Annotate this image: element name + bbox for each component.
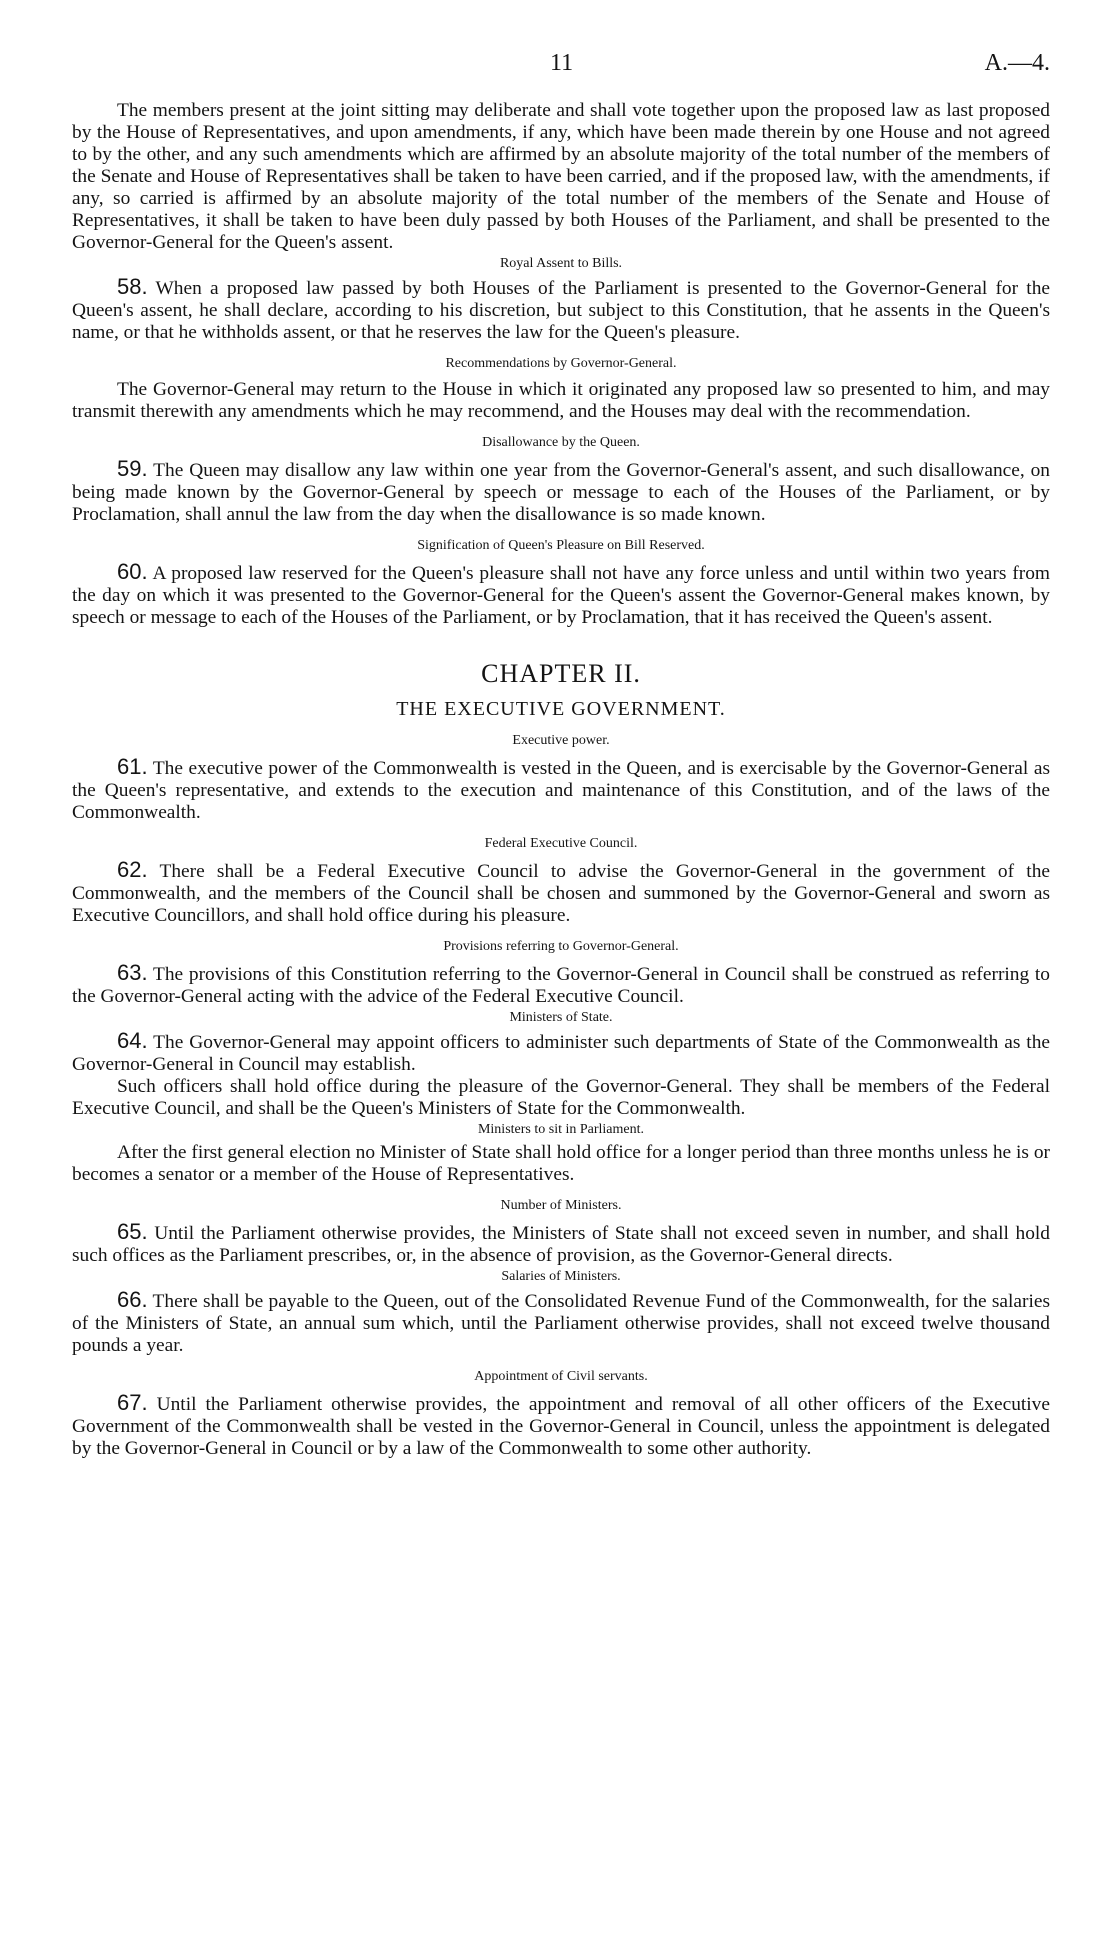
section-heading: Signification of Queen's Pleasure on Bill Reserved.: [417, 538, 705, 553]
chapter-title: CHAPTER II.: [481, 659, 641, 688]
section-number: 66.: [117, 1287, 148, 1312]
section-text: When a proposed law passed by both Houses of the Parliament is presented to the Governor-General for the Queen's assent, he shall declare, according to his discretion, but subject to this Constitution, that he assents in the Queen's name, or that he withholds assent, or that he reserves the law for the Queen's pleasure.: [72, 278, 1050, 343]
section-61: [72, 756, 1050, 824]
section-heading: Number of Ministers.: [500, 1198, 622, 1213]
page-number: 11: [550, 50, 574, 76]
section-number: 59.: [117, 456, 148, 481]
section-65: [72, 1221, 1050, 1267]
section-number: 63.: [117, 960, 148, 985]
section-number: 61.: [117, 754, 148, 779]
section-text: The Governor-General may appoint officers to administer such departments of State of the Commonwealth as the Governor-General in Council may establish.: [72, 1032, 1051, 1075]
section-64-paragraph-2: Such officers shall hold office during the pleasure of the Governor-General. They shall be members of the Federal Executive Council, and shall be the Queen's Ministers of State for the Commonwealth.: [72, 1076, 1050, 1119]
ministers-parliament-paragraph: After the first general election no Minister of State shall hold office for a longer period than three months unless he is or becomes a senator or a member of the House of Representatives.: [72, 1142, 1050, 1185]
section-heading: Provisions referring to Governor-General.: [443, 939, 679, 954]
section-heading: Federal Executive Council.: [484, 836, 638, 851]
section-58: [72, 276, 1050, 344]
section-66: [72, 1289, 1050, 1357]
section-text: The executive power of the Commonwealth is vested in the Queen, and is exercisable by the Governor-General as the Queen's representative, and extends to the execution and maintenance of this Constitution, and of the laws of the Commonwealth.: [72, 758, 1051, 823]
section-60: [72, 561, 1050, 629]
section-number: 64.: [117, 1028, 148, 1053]
section-heading: Recommendations by Governor-General.: [445, 356, 677, 371]
document-reference: A.—4.: [984, 50, 1050, 76]
section-63: [72, 962, 1050, 1008]
section-number: 58.: [117, 274, 148, 299]
section-heading: Ministers to sit in Parliament.: [477, 1122, 645, 1137]
section-number: 62.: [117, 857, 148, 882]
section-67: [72, 1392, 1050, 1460]
section-text: The Queen may disallow any law within one year from the Governor-General's assent, and such disallowance, on being made known by the Governor-General by speech or message to each of the Houses of the Parliament, or by Proclamation, shall annul the law from the day when the disallowance is so made known.: [72, 460, 1051, 525]
section-text: There shall be a Federal Executive Council to advise the Governor-General in the government of the Commonwealth, and the members of the Council shall be chosen and summoned by the Governor-General and sworn as Executive Councillors, and shall hold office during his pleasure.: [72, 861, 1050, 926]
section-text: A proposed law reserved for the Queen's pleasure shall not have any force unless and until within two years from the day on which it was presented to the Governor-General for the Queen's assent the Governor-General makes known, by speech or message to each of the Houses of the Parliament, or by Proclamation, that it has received the Queen's assent.: [72, 563, 1051, 628]
section-64: [72, 1030, 1050, 1076]
section-heading: Executive power.: [512, 733, 610, 748]
section-62: [72, 859, 1050, 927]
section-heading: Salaries of Ministers.: [501, 1269, 621, 1284]
intro-paragraph: The members present at the joint sitting may deliberate and shall vote together upon the proposed law as last proposed by the House of Representatives, and upon amendments, if any, which have been made therein by one House and not agreed to by the other, and any such amendments which are affirmed by an absolute majority of the total number of the members of the Senate and House of Representatives shall be taken to have been carried, and if the proposed law, with the amendments, if any, so carried is affirmed by an absolute majority of the total number of the members of the Senate and House of Representatives, it shall be taken to have been duly passed by both Houses of the Parliament, and shall be presented to the Governor-General for the Queen's assent.: [72, 100, 1050, 253]
section-text: Until the Parliament otherwise provides, the Ministers of State shall not exceed seven in number, and shall hold such offices as the Parliament prescribes, or, in the absence of provision, as the Governor-General directs.: [72, 1223, 1050, 1266]
section-heading: Disallowance by the Queen.: [482, 435, 640, 450]
section-heading: Ministers of State.: [509, 1010, 613, 1025]
page-header: [72, 52, 1050, 100]
chapter-subtitle: THE EXECUTIVE GOVERNMENT.: [396, 698, 726, 720]
recommendations-paragraph: The Governor-General may return to the House in which it originated any proposed law so presented to him, and may transmit therewith any amendments which he may recommend, and the Houses may deal with the recommendation.: [72, 379, 1050, 422]
section-text: The provisions of this Constitution referring to the Governor-General in Council shall be construed as referring to the Governor-General acting with the advice of the Federal Executive Council.: [72, 964, 1050, 1007]
section-number: 67.: [117, 1390, 148, 1415]
section-number: 65.: [117, 1219, 148, 1244]
section-heading: Appointment of Civil servants.: [474, 1369, 648, 1384]
section-59: [72, 458, 1050, 526]
section-text: There shall be payable to the Queen, out of the Consolidated Revenue Fund of the Commonwealth, for the salaries of the Ministers of State, an annual sum which, until the Parliament otherwise provides, shall not exceed twelve thousand pounds a year.: [72, 1291, 1050, 1356]
section-number: 60.: [117, 559, 148, 584]
section-text: Until the Parliament otherwise provides, the appointment and removal of all other officers of the Executive Government of the Commonwealth shall be vested in the Governor-General in Council, unless the appointment is delegated by the Governor-General in Council or by a law of the Commonwealth to some other authority.: [72, 1394, 1050, 1459]
section-heading: Royal Assent to Bills.: [499, 256, 623, 271]
